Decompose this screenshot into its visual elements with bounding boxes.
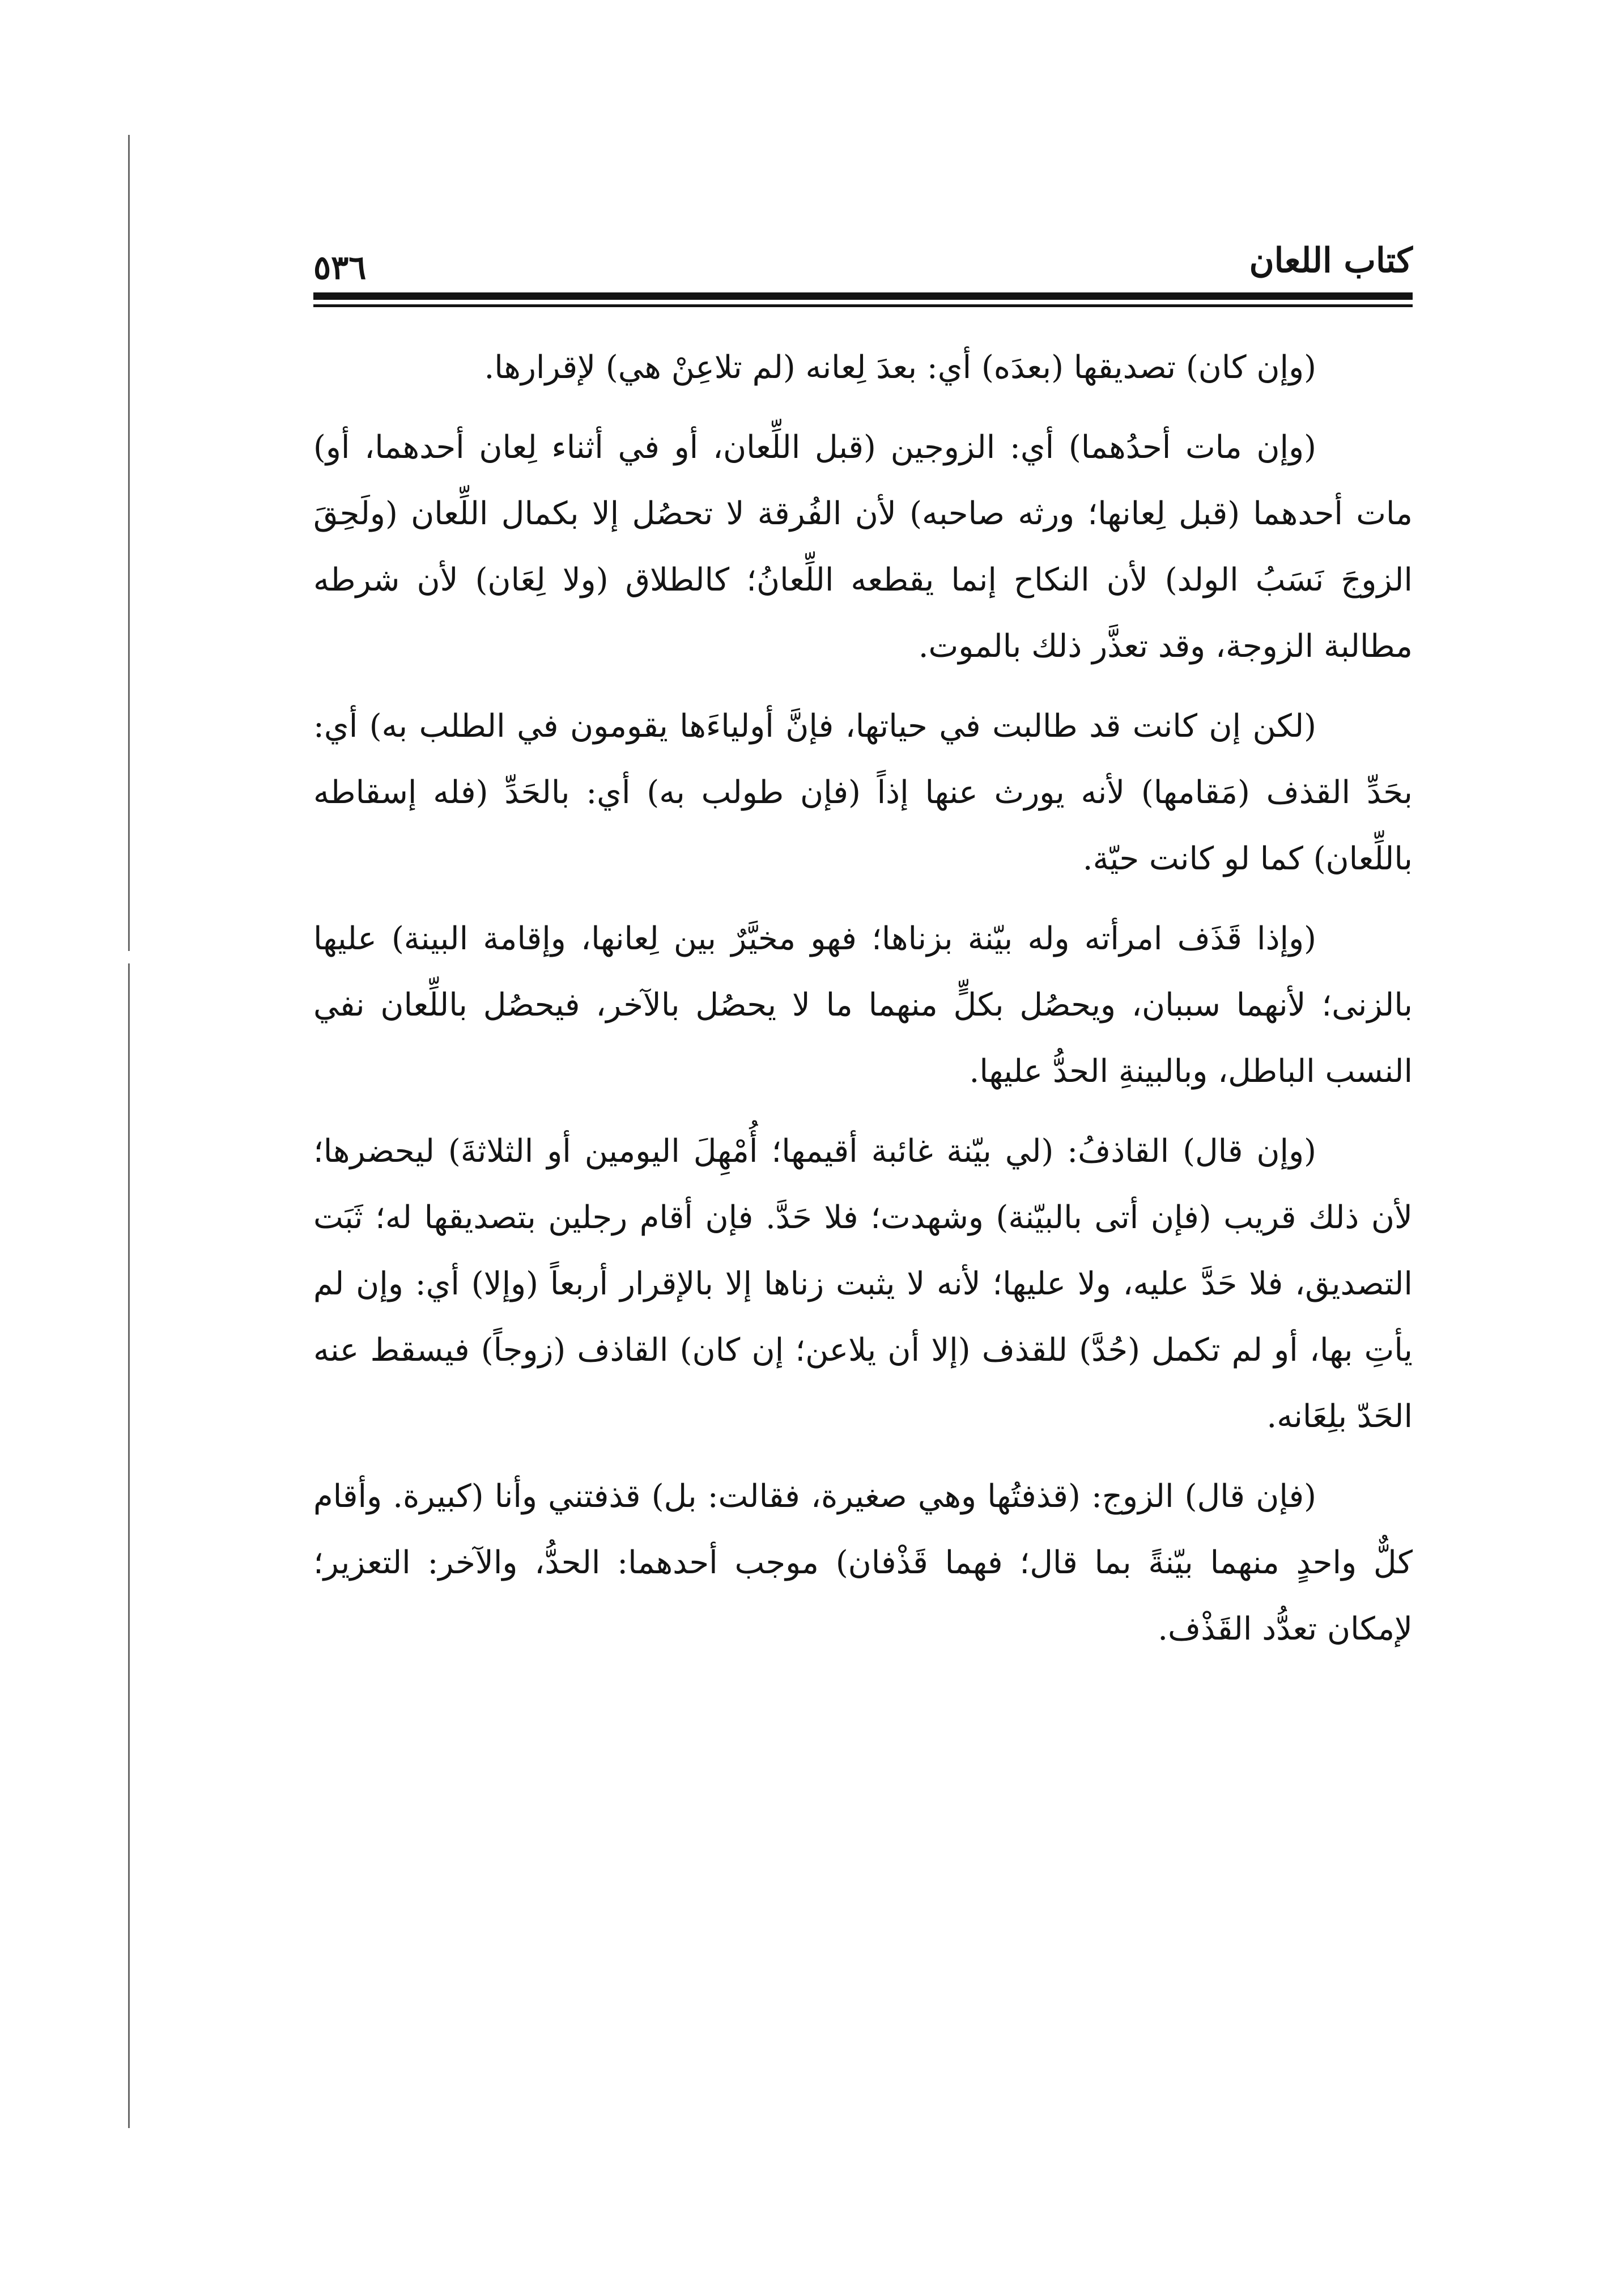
page-edge-line-bottom [128,963,130,2128]
paragraph: (لكن إن كانت قد طالبت في حياتها، فإنَّ أولياءَها يقومون في الطلب به) أي: بحَدِّ القذف (مَقامها) لأنه يورث عنها إذاً (فإن طولب به) أي: بالحَدِّ (فله إسقاطه باللِّعان) كما لو كانت حيّة. [313,708,1413,877]
paragraph: (وإن مات أحدُهما) أي: الزوجين (قبل اللِّعان، أو في أثناء لِعان أحدهما، أو) مات أحدهما (قبل لِعانها؛ ورثه صاحبه) لأن الفُرقة لا تحصُل إلا بكمال اللِّعان (ولَحِقَ الزوجَ نَسَبُ الولد) لأن النكاح إنما يقطعه اللِّعانُ؛ كالطلاق (ولا لِعَان) لأن شرطه مطالبة الزوجة، وقد تعذَّر ذلك بالموت. [313,429,1413,665]
header-rule-thin [313,304,1413,307]
paragraph: (وإن كان) تصديقها (بعدَه) أي: بعدَ لِعانه (لم تلاعِنْ هي) لإقرارها. [484,349,1316,386]
running-header [313,238,1413,287]
paragraph: (وإن قال) القاذفُ: (لي بيّنة غائبة أقيمها؛ أُمْهِلَ اليومين أو الثلاثةَ) ليحضرها؛ لأن ذلك قريب (فإن أتى بالبيّنة) وشهدت؛ فلا حَدَّ. فإن أقام رجلين بتصديقها له؛ ثَبَت التصديق، فلا حَدَّ عليه، ولا عليها؛ لأنه لا يثبت زناها إلا بالإقرار أربعاً (وإلا) أي: وإن لم يأتِ بها، أو لم تكمل (حُدَّ) للقذف (إلا أن يلاعن؛ إن كان) القاذف (زوجاً) فيسقط عنه الحَدّ بلِعَانه. [313,1133,1413,1435]
chapter-title: كتاب اللعان [1249,241,1413,281]
header-rule-thick [313,292,1413,300]
paragraph: (فإن قال) الزوج: (قذفتُها وهي صغيرة، فقالت: بل) قذفتني وأنا (كبيرة. وأقام كلٌّ واحدٍ منهما بيّنةً بما قال؛ فهما قَذْفان) موجب أحدهما: الحدُّ، والآخر: التعزير؛ لإمكان تعدُّد القَذْف. [313,1478,1413,1647]
page-number: ٥٣٦ [313,248,367,287]
page-edge-line-top [128,135,130,951]
body-text [313,334,1413,1676]
paragraph: (وإذا قَذَف امرأته وله بيّنة بزناها؛ فهو مخيَّرٌ بين لِعانها، وإقامة البينة) عليها بالزنى؛ لأنهما سببان، ويحصُل بكلٍّ منهما ما لا يحصُل بالآخر، فيحصُل باللِّعان نفي النسب الباطل، وبالبينةِ الحدُّ عليها. [313,920,1413,1090]
